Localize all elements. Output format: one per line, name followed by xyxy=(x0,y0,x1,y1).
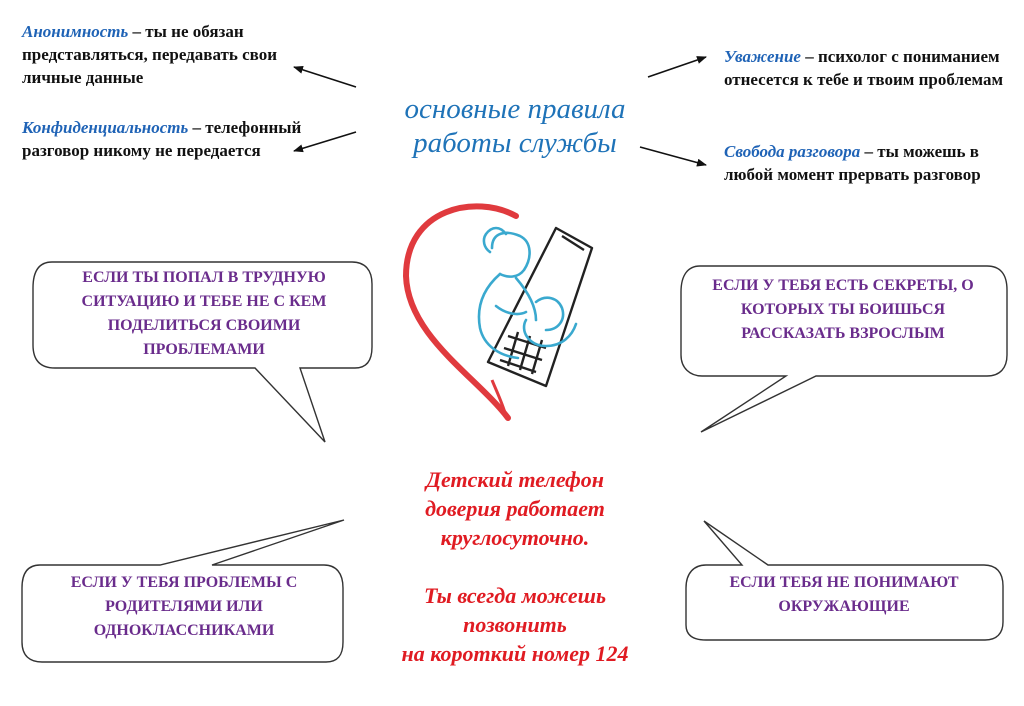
rule-text: – телефонный разговор никому не передается xyxy=(22,118,302,160)
bubble-secrets: ЕСЛИ У ТЕБЯ ЕСТЬ СЕКРЕТЫ, О КОТОРЫХ ТЫ БОИШЬСЯ РАССКАЗАТЬ ВЗРОСЛЫМ xyxy=(712,277,974,342)
helpline-message xyxy=(360,465,670,668)
phone-icon xyxy=(488,228,592,386)
phone-number-line: на короткий номер 124 xyxy=(401,641,629,666)
message-spacer xyxy=(360,552,670,581)
bubble-misunderstood: ЕСЛИ ТЕБЯ НЕ ПОНИМАЮТ ОКРУЖАЮЩИЕ xyxy=(729,574,959,615)
rule-term: Уважение xyxy=(724,47,801,66)
rule-text: – психолог с пониманием отнесется к тебе и твоим проблемам xyxy=(724,47,1004,89)
rule-term: Свобода разговора xyxy=(724,142,861,161)
rule-text: – ты не обязан представляться, передавать свои личные данные xyxy=(22,22,277,87)
message-line: Детский телефон xyxy=(425,467,604,492)
title-line: работы службы xyxy=(413,127,617,159)
message-line: круглосуточно. xyxy=(440,525,590,550)
helpline-logo xyxy=(396,196,616,421)
message-line: позвонить xyxy=(463,612,567,637)
rule-term: Анонимность xyxy=(22,22,129,41)
message-line: Ты всегда можешь xyxy=(423,583,607,608)
title-line: основные правила xyxy=(404,93,626,125)
rule-term: Конфиденциальность xyxy=(22,118,189,137)
message-line: доверия работает xyxy=(425,496,605,521)
bubble-parents: ЕСЛИ У ТЕБЯ ПРОБЛЕМЫ С РОДИТЕЛЯМИ ИЛИ ОДНОКЛАССНИКАМИ xyxy=(70,574,298,639)
heart-curve xyxy=(406,206,516,418)
rule-text: – ты можешь в любой момент прервать разговор xyxy=(724,142,981,184)
bubble-difficult-situation: ЕСЛИ ТЫ ПОПАЛ В ТРУДНУЮ СИТУАЦИЮ И ТЕБЕ НЕ С КЕМ ПОДЕЛИТЬСЯ СВОИМИ ПРОБЛЕМАМИ xyxy=(81,269,327,358)
